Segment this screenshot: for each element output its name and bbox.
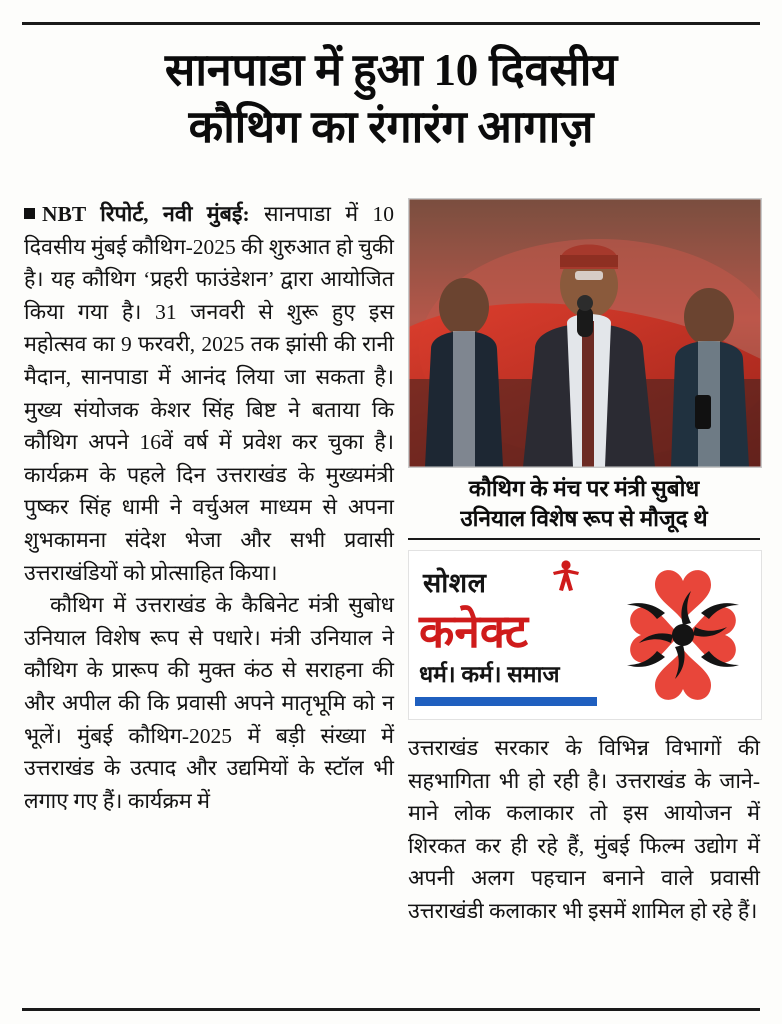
- promo-tagline: धर्म। कर्म। समाज: [419, 662, 560, 687]
- square-bullet-icon: [24, 208, 35, 219]
- caption-divider: [408, 538, 760, 540]
- hearts-cross-icon: [605, 551, 761, 719]
- left-column: [24, 198, 394, 817]
- social-connect-emblem: [605, 551, 761, 719]
- promo-blue-bar: [415, 697, 597, 706]
- photo-caption-line-2: उनियाल विशेष रूप से मौजूद थे: [460, 506, 708, 531]
- promo-word-connect: कनेक्ट: [419, 606, 529, 657]
- headline-line-1: सानपाडा में हुआ 10 दिवसीय: [164, 45, 618, 95]
- social-connect-text-block: [409, 551, 605, 719]
- article-body-left: [24, 198, 394, 817]
- social-connect-logo: [408, 550, 762, 720]
- bottom-divider: [22, 1008, 760, 1011]
- byline: NBT रिपोर्ट, नवी मुंबई:: [42, 202, 250, 226]
- top-divider: [22, 22, 760, 25]
- article-body-right: [408, 732, 760, 928]
- headline-line-2: कौथिग का रंगारंग आगाज़: [188, 102, 594, 152]
- left-paragraph-1: सानपाडा में 10 दिवसीय मुंबई कौथिग-2025 की शुरुआत हो चुकी है। यह कौथिग ‘प्रहरी फाउंडेशन’ द्वारा आयोजित किया गया है। 31 जनवरी से शुरू हुए इस महोत्सव का 9 फरवरी, 2025 तक झांसी की रानी मैदान, सानपाडा में आनंद लिया जा सकता है। मुख्य संयोजक केशर सिंह बिष्ट ने बताया कि कौथिग अपने 16वें वर्ष में प्रवेश कर चुका है। कार्यक्रम के पहले दिन उत्तराखंड के मुख्यमंत्री पुष्कर सिंह धामी ने वर्चुअल माध्यम से अपना शुभकामना संदेश भेजा और सभी प्रवासी उत्तराखंडियों को प्रोत्साहित किया।: [24, 202, 395, 585]
- left-paragraph-2: कौथिग में उत्तराखंड के कैबिनेट मंत्री सुबोध उनियाल विशेष रूप से पधारे। मंत्री उनियाल ने कौथिग के प्रारूप की मुक्त कंठ से सराहना की और अपील की कि प्रवासी अपने मातृभूमि को न भूलें। मुंबई कौथिग-2025 में बड़ी संख्या में उत्तराखंड के उत्पाद और उद्यमियों के स्टॉल भी लगाए गए हैं। कार्यक्रम में: [24, 593, 394, 813]
- page-title: [30, 42, 752, 156]
- photo-caption-line-1: कौथिग के मंच पर मंत्री सुबोध: [468, 476, 700, 501]
- lead-paragraph: [24, 198, 394, 589]
- person-icon: [549, 559, 583, 593]
- photo-caption: [408, 474, 760, 534]
- event-photo-graphic: [409, 199, 761, 467]
- event-photo: [408, 198, 762, 468]
- promo-word-social: सोशल: [423, 568, 487, 598]
- right-paragraph-1: उत्तराखंड सरकार के विभिन्न विभागों की सहभागिता भी हो रही है। उत्तराखंड के जाने-माने लोक कलाकार तो इस आयोजन में शिरकत कर ही रहे हैं, मुंबई फिल्म उद्योग में अपनी अलग पहचान बनाने वाले प्रवासी उत्तराखंडी कलाकार भी इसमें शामिल हो रहे हैं।: [408, 736, 760, 923]
